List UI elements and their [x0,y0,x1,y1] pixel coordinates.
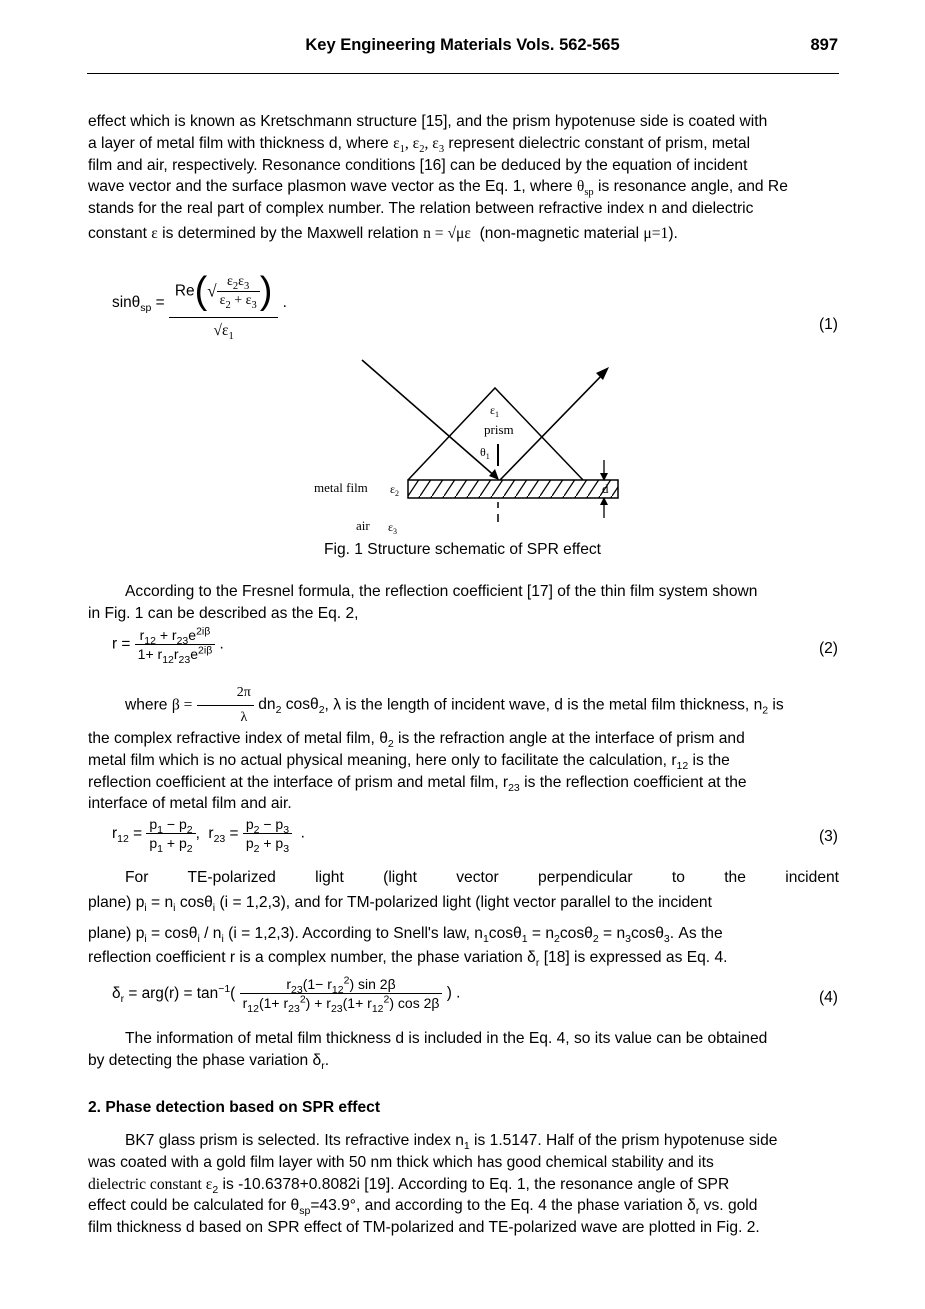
p4-line4: reflection coefficient r is a complex number, the phase variation $\delta_r$ [18] is expressed as Eq. 4. [88,949,728,970]
p1-line3: film and air, respectively. Resonance conditions [16] can be deduced by the equation of incident [88,156,748,174]
p6-line4: effect could be calculated for $\theta_{sp}=43.9^\circ$, and according to the Eq. 4 the phase variation $\delta_r$ vs. gold [88,1197,758,1218]
p6-line3: dielectric constant $\varepsilon_2$ is -10.6378+0.8082i [19]. According to Eq. 1, the resonance angle of SPR [88,1175,730,1196]
label-prism: prism [484,422,514,437]
label-eps1: $\varepsilon_1$ [490,403,500,419]
reflected-arrowhead [596,367,609,380]
p3-line3: metal film which is no actual physical meaning, here only to facilitate the calculation, $r_{12}$ is the [88,751,730,772]
p4-line2: plane) $p_i = n_i$ cosθ$_i$ (i = 1,2,3), and for TM-polarized light (light vector parallel to the incident [88,893,712,914]
eq1-fraction: Re(√ $\frac{\varepsilon_2\varepsilon_3}{\varepsilon_2 + \varepsilon_3}$ ) $√\varepsilon_1$ [169,266,279,340]
label-eps3: $\varepsilon_3$ [388,520,398,536]
paragraph-fresnel [88,581,839,625]
p2-line1: According to the Fresnel formula, the reflection coefficient [17] of the thin film system shown [125,583,758,600]
equation-2: r = $\frac{r_{12} + r_{23}e^{2i\beta}}{1+ r_{12}r_{23}e^{2i\beta}}$ . [112,625,224,666]
p4-line3: plane) $p_i = \cos\theta_i / n_i$ (i = 1,2,3). According to Snell's law, $n_1\cos\theta_1 = n_2\cos\theta_2 = n_3\cos\theta_3$. As the [88,924,723,945]
p1-line2: a layer of metal film with thickness d, where $\varepsilon_1$, $\varepsilon_2$, $\varepsilon_3$ represent dielectric constant of prism, metal [88,134,751,155]
p3-line5: interface of metal film and air. [88,795,292,813]
p4-line1: For TE-polarized light (light vector perpendicular to the incident [125,869,839,886]
label-d: d [602,481,609,496]
paragraph-kretschmann [88,111,839,245]
figure-1-caption: Fig. 1 Structure schematic of SPR effect [323,541,602,558]
p5-line1: The information of metal film thickness d is included in the Eq. 4, so its value can be obtained [125,1030,768,1047]
label-eps2: $\varepsilon_2$ [390,482,400,498]
section-2-title: 2. Phase detection based on SPR effect [88,1099,381,1116]
running-header-journal: Key Engineering Materials Vols. 562-565 [305,36,620,54]
eq1-lhs: sinθ$_{sp}$ = [112,294,165,315]
p3-line2: the complex refractive index of metal film, $\theta_2$ is the refraction angle at the interface of prism and [88,730,745,751]
equation-3: $r_{12}$ = $\frac{p_1 - p_2}{p_1 + p_2}$ , $r_{23}$ = $\frac{p_2 - p_3}{p_2 + p_3}$ . [112,816,305,855]
paragraph-polarization [88,867,839,969]
p5-line2: by detecting the phase variation $\delta_r$. [88,1051,330,1072]
paragraph-bk7 [88,1130,839,1239]
eq3-number: (3) [818,828,838,845]
p1-line5: stands for the real part of complex number. The relation between refractive index n and dielectric [88,200,754,218]
figure-spr-structure [300,352,640,542]
label-air: air [356,518,370,533]
paragraph-definitions [88,682,839,815]
p1-line4: wave vector and the surface plasmon wave vector as the Eq. 1, where $\theta_{sp}$ is resonance angle, and Re [88,178,788,199]
p6-line1: BK7 glass prism is selected. Its refractive index $n_1$ is 1.5147. Half of the prism hypotenuse side [125,1132,778,1153]
p2-line2: in Fig. 1 can be described as the Eq. 2, [88,604,359,622]
eq2-number: (2) [818,640,838,657]
p3-line4: reflection coefficient at the interface of prism and metal film, $r_{23}$ is the reflection coefficient at the [88,773,747,794]
p6-line5: film thickness d based on SPR effect of TM-polarized and TE-polarized wave are plotted in Fig. 2. [88,1219,760,1237]
equation-1: sinθ$_{sp}$ = Re(√ $\frac{\varepsilon_2\varepsilon_3}{\varepsilon_2 + \varepsilon_3}$ ) $√\varepsilon_1$ . [112,266,287,340]
metal-film-layer [408,480,618,498]
eq1-number: (1) [818,316,838,333]
page-number: 897 [810,36,838,54]
p1-line6: constant ε is determined by the Maxwell relation n = √με (non-magnetic material μ=1). [88,224,678,242]
header-rule [87,73,839,74]
eq4-number: (4) [818,989,838,1006]
p6-line2: was coated with a gold film layer with 50 nm thick which has good chemical stability and its [88,1153,714,1171]
p3-line1: where β = $\frac{2\pi}{\lambda}$ $dn_2$ cosθ$_2$, λ is the length of incident wave, d is the metal film thickness, $n_2$ is [88,682,839,728]
p1-line1: effect which is known as Kretschmann structure [15], and the prism hypotenuse side is coated with [88,113,768,130]
label-theta1: $\theta_1$ [480,445,490,461]
incident-arrowhead [489,469,499,480]
equation-4: $\delta_r = arg(r) = \tan^{-1}$( $\frac{r_{23}(1- r_{12}^2) \sin 2\beta}{r_{12}(1+ r_{23}^2) + r_{23}(1+ r_{12}^2) \cos 2\beta}$ ) . [112,974,461,1015]
reflected-ray [500,372,605,480]
paragraph-thickness-info [88,1028,839,1072]
label-metal-film: metal film [314,480,368,495]
